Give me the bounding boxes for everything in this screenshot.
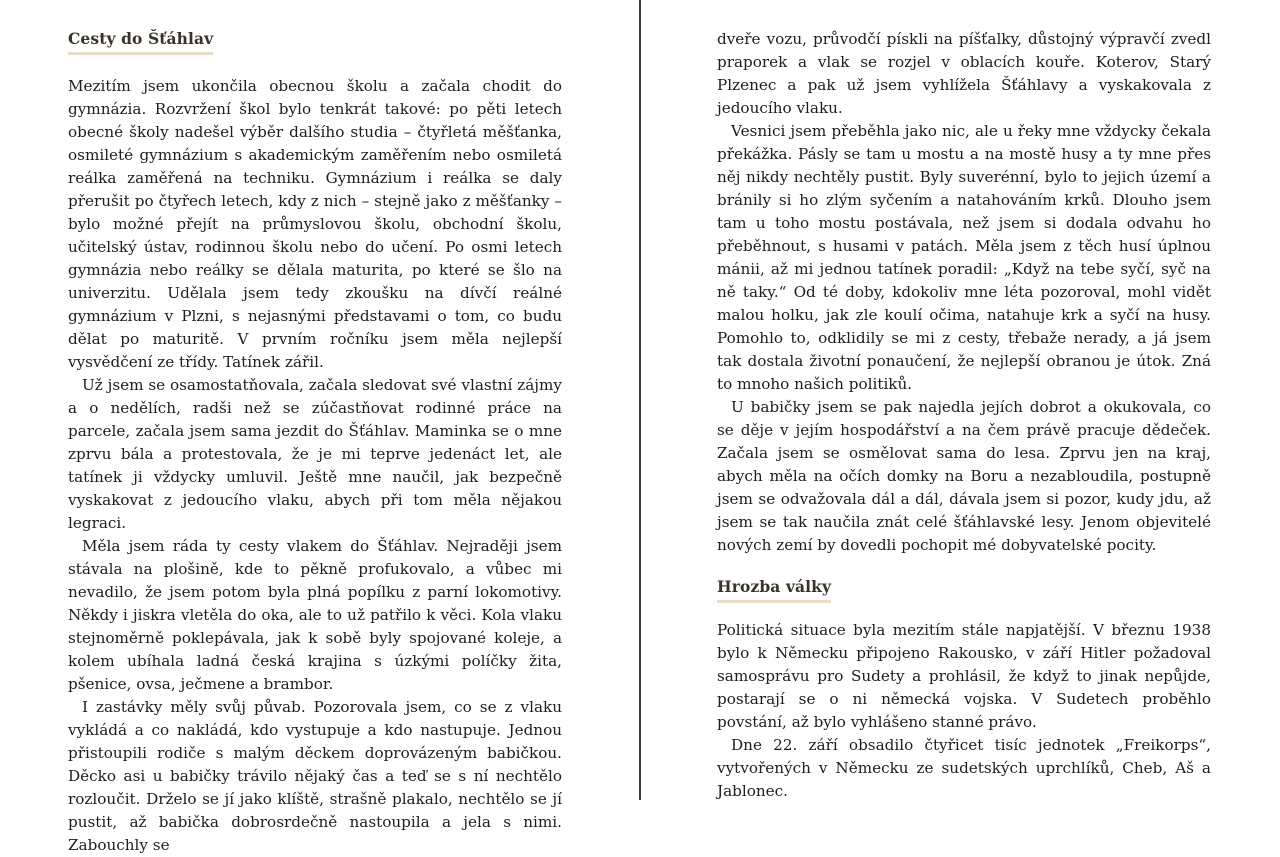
paragraph: Už jsem se osamostatňovala, začala sledovat své vlastní zájmy a o nedělích, radši než se zúčastňovat rodinné práce na parcele, začala jsem sama jezdit do Šťáhlav. Maminka se o mne zprvu bála a protestovala, že je mi teprve jedenáct let, ale tatínek ji vždycky umluvil. Ještě mne naučil, jak bezpečně vyskakovat z jedoucího vlaku, abych při tom měla nějakou legraci. [68, 376, 562, 532]
paragraph: Mezitím jsem ukončila obecnou školu a začala chodit do gymnázia. Rozvržení škol bylo tenkrát takové: po pěti letech obecné školy nadešel výběr dalšího studia – čtyřletá měšťanka, osmileté gymnázium s akademickým zaměřením nebo osmiletá reálka zaměřená na techniku. Gymnázium i reálka se daly přerušit po čtyřech letech, kdy z nich – stejně jako z měšťanky – bylo možné přejít na průmyslovou školu, obchodní školu, učitelský ústav, rodinnou školu nebo do učení. Po osmi letech gymnázia nebo reálky se dělala maturita, po které se šlo na univerzitu. Udělala jsem tedy zkoušku na dívčí reálné gymnázium v Plzni, s nejasnými představami o tom, co budu dělat po maturitě. V prvním ročníku jsem měla nejlepší vysvědčení ze třídy. Tatínek zářil. [68, 77, 562, 371]
page-gutter-divider [639, 0, 641, 800]
paragraph: Vesnici jsem přeběhla jako nic, ale u řeky mne vždycky čekala překážka. Pásly se tam u mostu a na mostě husy a ty mne přes něj nikdy nechtěly pustit. Byly suverénní, bylo to jejich území a bránily si ho zlým syčením a natahováním krků. Dlouho jsem tam u toho mostu postávala, než jsem si dodala odvahu ho přeběhnout, s husami v patách. Měla jsem z těch husí úplnou mánii, až mi jednou tatínek poradil: „Když na tebe syčí, syč na ně taky.“ Od té doby, kdokoliv mne léta pozoroval, mohl vidět malou holku, jak zle koulí očima, natahuje krk a syčí na husy. Pomohlo to, odklidily se mi z cesty, třebaže nerady, a já jsem tak dostala životní ponaučení, že nejlepší obranou je útok. Zná to mnoho našich politiků. [717, 122, 1211, 393]
section-heading-hrozba: Hrozba války [717, 577, 831, 603]
section-heading-cesty: Cesty do Šťáhlav [68, 29, 213, 55]
left-page [68, 0, 562, 857]
paragraph: dveře vozu, průvodčí pískli na píšťalky, důstojný výpravčí zvedl praporek a vlak se rozjel v oblacích kouře. Koterov, Starý Plzenec a pak už jsem vyhlížela Šťáhlavy a vyskakovala z jedoucího vlaku. [717, 30, 1211, 117]
paragraph: Dne 22. září obsadilo čtyřicet tisíc jednotek „Freikorps“, vytvořených v Německu ze sudetských uprchlíků, Cheb, Aš a Jablonec. [717, 736, 1211, 800]
left-heading-wrap [68, 0, 562, 75]
paragraph: Měla jsem ráda ty cesty vlakem do Šťáhlav. Nejraději jsem stávala na plošině, kde to pěkně profukovalo, a vůbec mi nevadilo, že jsem potom byla plná popílku z parní lokomotivy. Někdy i jiskra vletěla do oka, ale to už patřilo k věci. Kola vlaku stejnoměrně poklepávala, jak k sobě byly spojované koleje, a kolem ubíhala ladná česká krajina s úzkými políčky žita, pšenice, ovsa, ječmene a brambor. [68, 537, 562, 693]
paragraph: U babičky jsem se pak najedla jejích dobrot a okukovala, co se děje v jejím hospodářství a na čem právě pracuje dědeček. Začala jsem se osmělovat sama do lesa. Zprvu jen na kraj, abych měla na očích domky na Boru a nezabloudila, postupně jsem se odvažovala dál a dál, dávala jsem si pozor, kudy jdu, až jsem se tak naučila znát celé šťáhlavské lesy. Jenom objevitelé nových zemí by dovedli pochopit mé dobyvatelské pocity. [717, 398, 1211, 554]
right-page [717, 28, 1211, 803]
paragraph: Politická situace byla mezitím stále napjatější. V březnu 1938 bylo k Německu připojeno Rakousko, v září Hitler požadoval samosprávu pro Sudety a prohlásil, že když to jinak nepůjde, postarají se o ni německá vojska. V Sudetech proběhlo povstání, až bylo vyhlášeno stanné právo. [717, 621, 1211, 731]
paragraph: I zastávky měly svůj půvab. Pozorovala jsem, co se z vlaku vykládá a co nakládá, kdo vystupuje a kdo nastupuje. Jednou přistoupili rodiče s malým děckem doprovázeným babičkou. Děcko asi u babičky trávilo nějaký čas a teď se s ní nechtělo rozloučit. Drželo se jí jako klíště, strašně plakalo, nechtělo se jí pustit, až babička dobrosrdečně nastoupila a jela s nimi. Zabouchly se [68, 698, 562, 854]
right-heading-wrap [717, 577, 1211, 603]
